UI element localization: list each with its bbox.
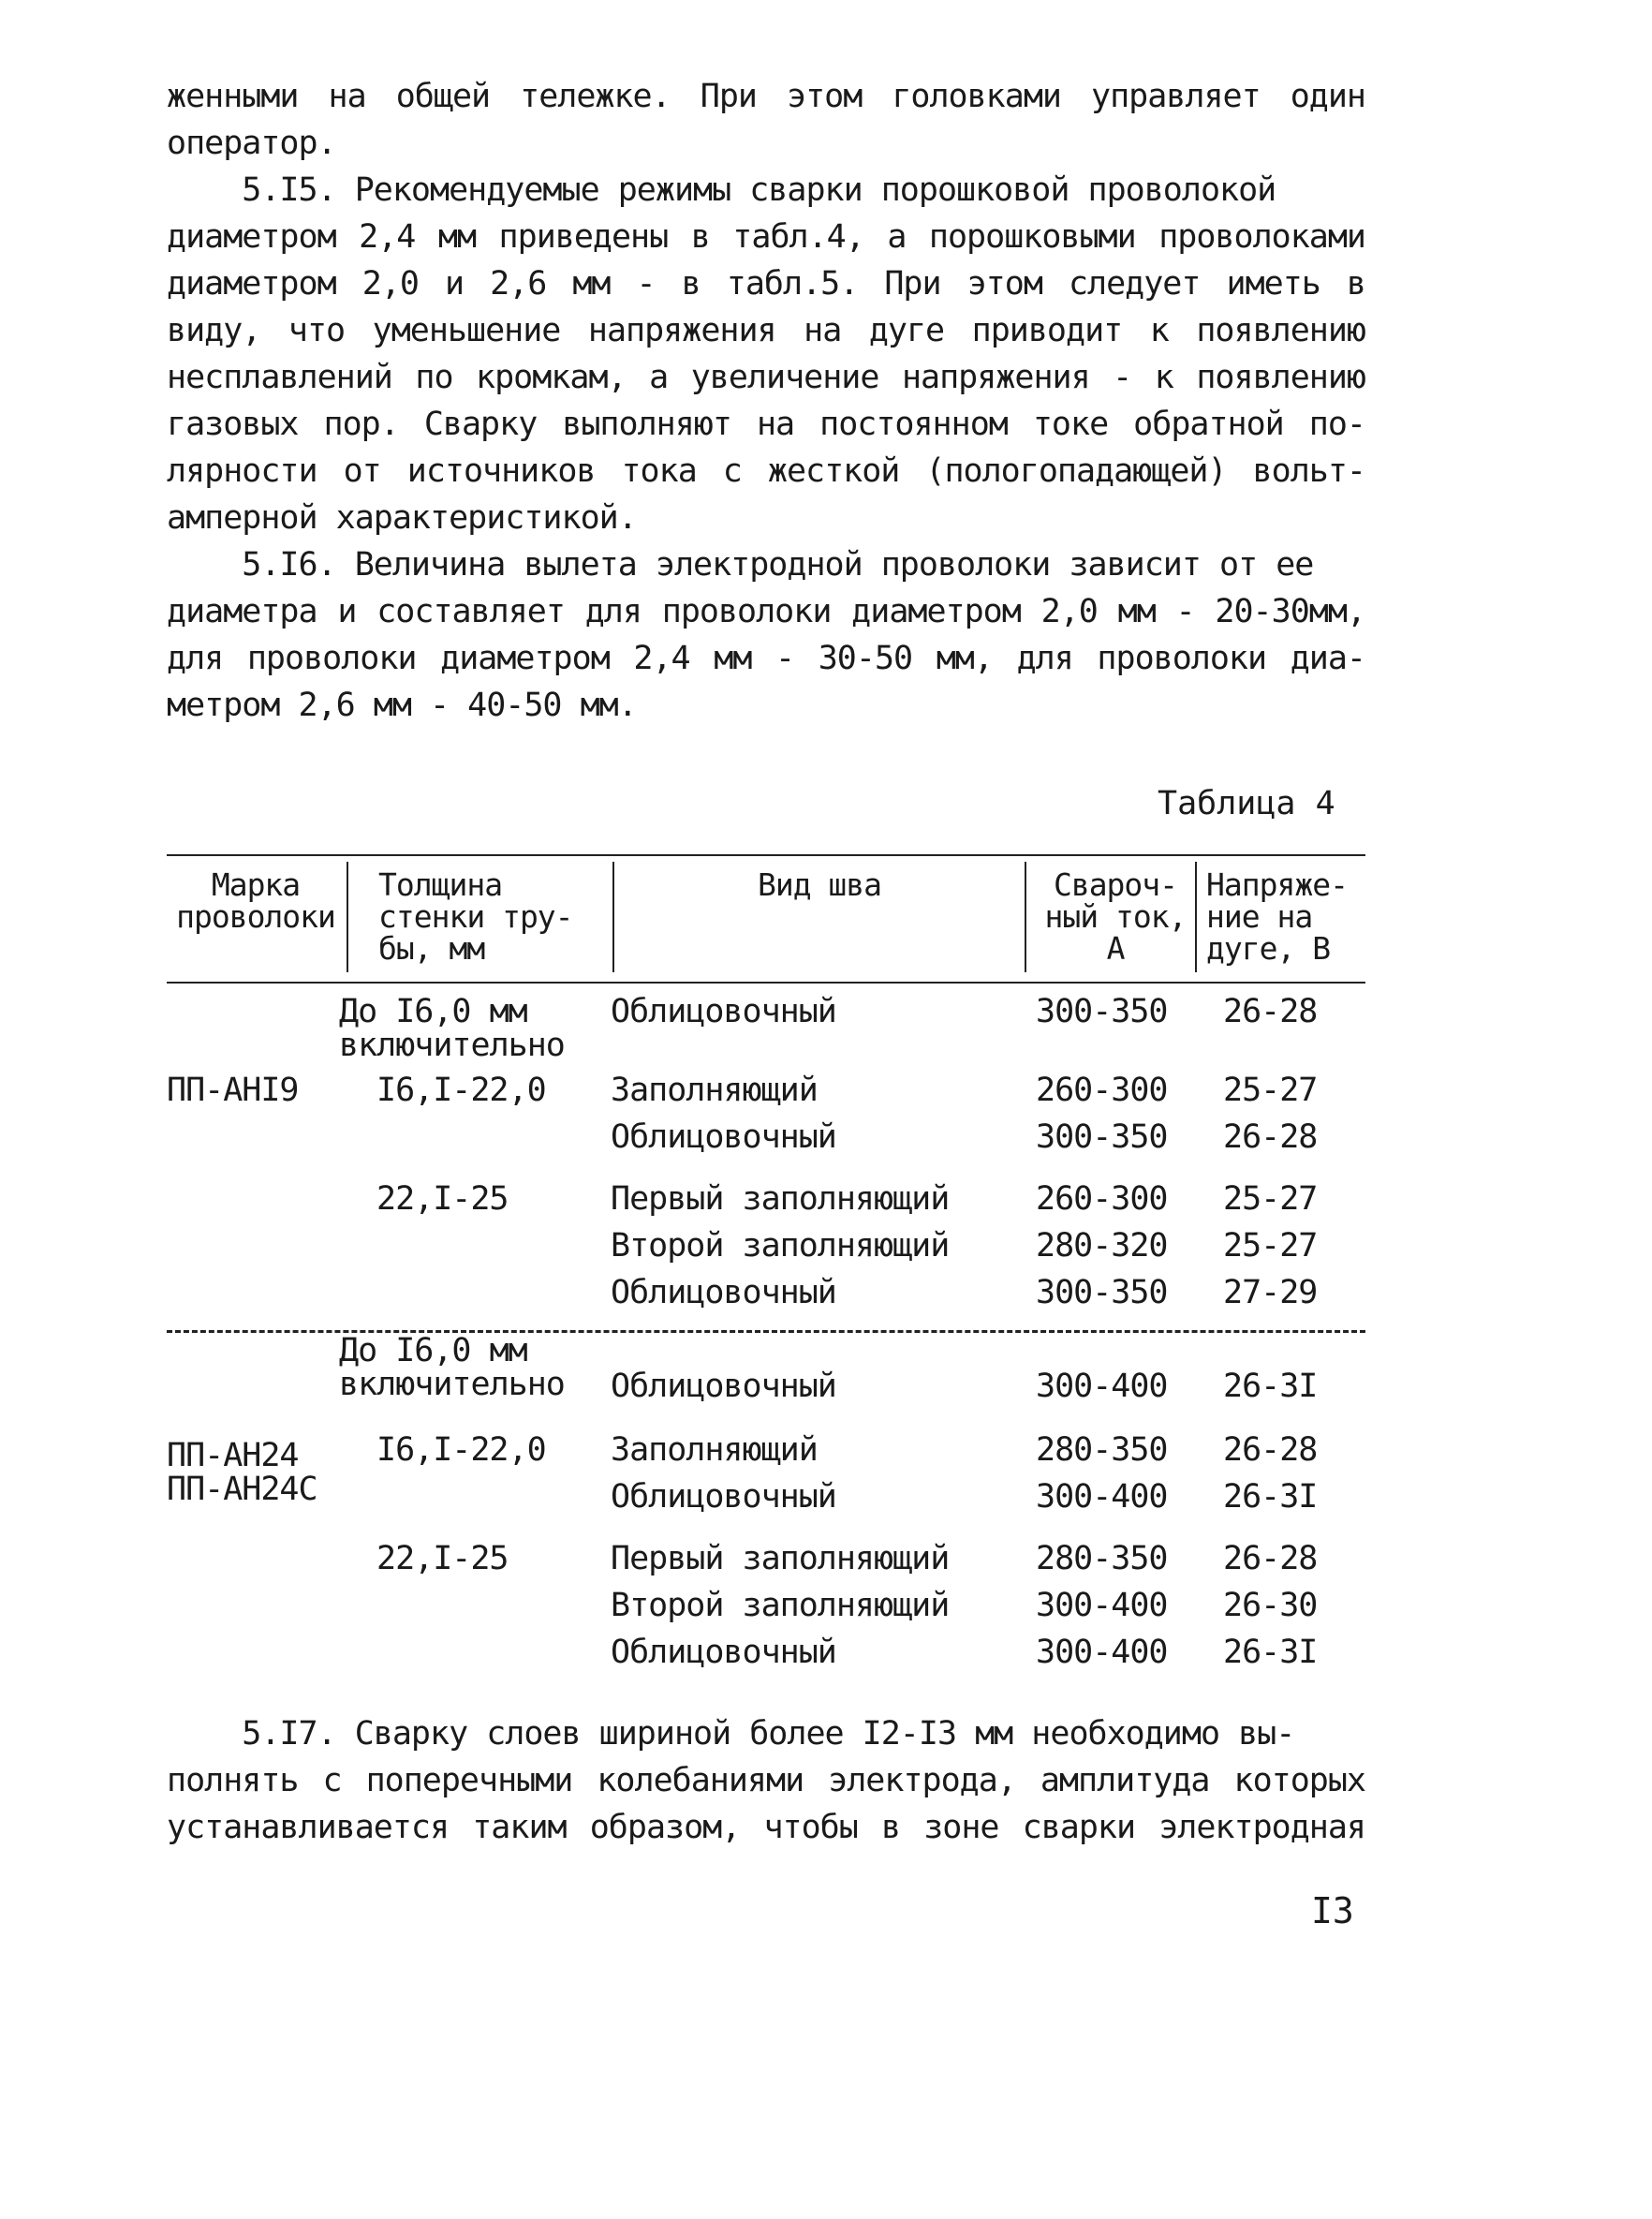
text-line: женными на общей тележке. При этом головками управляет один xyxy=(167,78,1365,115)
thickness-cell: 22,I-25 xyxy=(376,1180,509,1218)
voltage-cell: 26-3I xyxy=(1223,1634,1318,1671)
text-line: 5.I6. Величина вылета электродной проволоки зависит от ее xyxy=(167,546,1314,584)
seam-cell: Облицовочный xyxy=(611,1118,836,1156)
current-cell: 260-300 xyxy=(1036,1180,1168,1218)
seam-cell: Облицовочный xyxy=(611,993,836,1030)
current-cell: 300-400 xyxy=(1036,1368,1168,1405)
current-cell: 300-400 xyxy=(1036,1634,1168,1671)
text-line: устанавливается таким образом, чтобы в зоне сварки электродная xyxy=(167,1809,1365,1846)
voltage-cell: 26-28 xyxy=(1223,993,1318,1030)
header-seam: Вид шва xyxy=(757,866,882,903)
current-cell: 260-300 xyxy=(1036,1072,1168,1109)
text-line: диаметром 2,4 мм приведены в табл.4, а порошковыми проволоками xyxy=(167,218,1365,256)
voltage-cell: 25-27 xyxy=(1223,1072,1318,1109)
text-line: 5.I5. Рекомендуемые режимы сварки порошковой проволокой xyxy=(167,171,1276,209)
current-cell: 280-350 xyxy=(1036,1431,1168,1469)
voltage-cell: 25-27 xyxy=(1223,1180,1318,1218)
seam-cell: Заполняющий xyxy=(611,1072,818,1109)
seam-cell: Первый заполняющий xyxy=(611,1180,950,1218)
header-brand: Марка проволоки xyxy=(176,866,335,935)
seam-cell: Первый заполняющий xyxy=(611,1540,950,1577)
thickness-cell: 22,I-25 xyxy=(376,1540,509,1577)
voltage-cell: 26-28 xyxy=(1223,1431,1318,1469)
voltage-cell: 26-28 xyxy=(1223,1540,1318,1577)
voltage-cell: 26-3I xyxy=(1223,1368,1318,1405)
text-line: диаметром 2,0 и 2,6 мм - в табл.5. При этом следует иметь в xyxy=(167,265,1365,303)
table-caption: Таблица 4 xyxy=(1158,785,1335,822)
current-cell: 280-320 xyxy=(1036,1227,1168,1265)
text-line: виду, что уменьшение напряжения на дуге приводит к появлению xyxy=(167,312,1365,349)
voltage-cell: 26-28 xyxy=(1223,1118,1318,1156)
seam-cell: Облицовочный xyxy=(611,1274,836,1311)
voltage-cell: 26-3I xyxy=(1223,1478,1318,1516)
thickness-cell: I6,I-22,0 xyxy=(376,1431,546,1469)
text-line: амперной характеристикой. xyxy=(167,499,637,537)
voltage-cell: 27-29 xyxy=(1223,1274,1318,1311)
header-separator xyxy=(612,862,614,972)
seam-cell: Заполняющий xyxy=(611,1431,818,1469)
seam-cell: Облицовочный xyxy=(611,1634,836,1671)
header-separator xyxy=(1025,862,1026,972)
header-thickness: Толщина стенки тру- бы, мм xyxy=(378,866,573,967)
text-line: оператор. xyxy=(167,125,336,162)
thickness-cell: До I6,0 мм включительно xyxy=(339,993,565,1064)
current-cell: 300-350 xyxy=(1036,1118,1168,1156)
table-header-rule xyxy=(167,982,1365,984)
text-line: для проволоки диаметром 2,4 мм - 30-50 мм, для проволоки диа- xyxy=(167,640,1365,677)
current-cell: 300-350 xyxy=(1036,993,1168,1030)
seam-cell: Облицовочный xyxy=(611,1478,836,1516)
text-line: метром 2,6 мм - 40-50 мм. xyxy=(167,687,637,724)
voltage-cell: 25-27 xyxy=(1223,1227,1318,1265)
text-line: лярности от источников тока с жесткой (пологопадающей) вольт- xyxy=(167,452,1365,490)
thickness-cell: До I6,0 мм включительно xyxy=(339,1332,565,1403)
current-cell: 280-350 xyxy=(1036,1540,1168,1577)
seam-cell: Второй заполняющий xyxy=(611,1587,950,1624)
current-cell: 300-400 xyxy=(1036,1587,1168,1624)
text-line: диаметра и составляет для проволоки диаметром 2,0 мм - 20-30мм, xyxy=(167,593,1365,630)
seam-cell: Облицовочный xyxy=(611,1368,836,1405)
text-line: 5.I7. Сварку слоев шириной более I2-I3 мм необходимо вы- xyxy=(167,1715,1295,1753)
text-line: несплавлений по кромкам, а увеличение напряжения - к появлению xyxy=(167,359,1365,396)
page-number: I3 xyxy=(1311,1890,1354,1931)
current-cell: 300-400 xyxy=(1036,1478,1168,1516)
thickness-cell: I6,I-22,0 xyxy=(376,1072,546,1109)
table-top-rule xyxy=(167,854,1365,856)
current-cell: 300-350 xyxy=(1036,1274,1168,1311)
header-separator xyxy=(1195,862,1197,972)
brand-cell: ПП-АНI9 xyxy=(167,1072,299,1109)
brand-cell: ПП-АН24 ПП-АН24С xyxy=(167,1437,317,1508)
text-line: газовых пор. Сварку выполняют на постоянном токе обратной по- xyxy=(167,406,1365,443)
header-current: Свароч- ный ток, А xyxy=(1044,866,1187,967)
text-line: полнять с поперечными колебаниями электрода, амплитуда которых xyxy=(167,1762,1365,1799)
header-separator xyxy=(347,862,348,972)
voltage-cell: 26-30 xyxy=(1223,1587,1318,1624)
header-voltage: Напряже- ние на дуге, В xyxy=(1206,866,1348,967)
seam-cell: Второй заполняющий xyxy=(611,1227,950,1265)
